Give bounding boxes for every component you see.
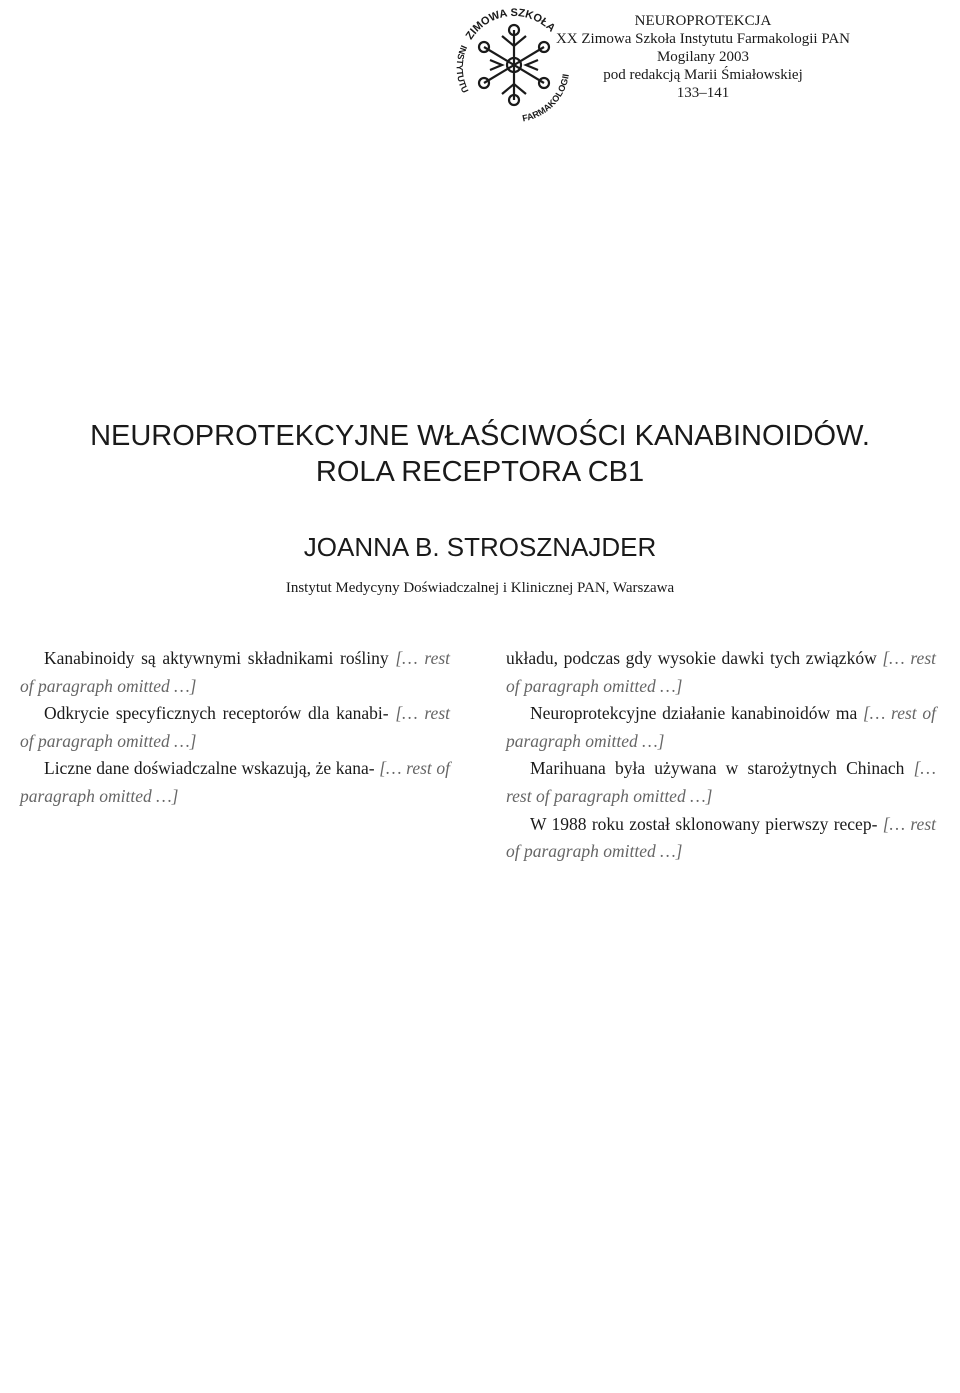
paragraph: Marihuana była używana w starożytnych Chinach [… rest of paragraph omitted …]	[506, 758, 936, 806]
paper-title-line2: ROLA RECEPTORA CB1	[315, 456, 645, 488]
right-column	[506, 645, 936, 866]
author-name: JOANNA B. STROSZNAJDER	[303, 532, 657, 562]
omission-note: [… rest of paragraph omitted …]	[506, 813, 936, 862]
omission-note: [… rest of paragraph omitted …]	[506, 703, 936, 751]
header-editor: pod redakcją Marii Śmiałowskiej	[603, 67, 803, 83]
omission-note: [… rest of paragraph omitted …]	[506, 758, 936, 806]
svg-text:ZIMOWA SZKOŁA	[464, 7, 558, 42]
left-column	[20, 645, 450, 811]
header-place-year: Mogilany 2003	[656, 49, 750, 65]
paragraph: Neuroprotekcyjne działanie kanabinoidów ma [… rest of paragraph omitted …]	[506, 703, 936, 751]
logo-text-right: FARMAKOLOGII	[521, 73, 571, 124]
paper-title-line1: NEUROPROTEKCYJNE WŁAŚCIWOŚCI KANABINOIDÓW.	[90, 420, 870, 452]
publication-header	[556, 12, 850, 102]
omission-note: [… rest of paragraph omitted …]	[20, 703, 450, 751]
header-series: NEUROPROTEKCJA	[634, 13, 772, 29]
author-affiliation: Instytut Medycyny Doświadczalnej i Klinicznej PAN, Warszawa	[285, 580, 675, 596]
omission-note: [… rest of paragraph omitted …]	[506, 648, 937, 696]
paper-title	[0, 418, 960, 490]
omission-note: [… rest of paragraph omitted …]	[20, 648, 451, 696]
omission-note: [… rest of paragraph omitted …]	[20, 758, 450, 806]
header-pages: 133–141	[676, 85, 730, 101]
header-school: XX Zimowa Szkoła Instytutu Farmakologii PAN	[555, 31, 850, 47]
paragraph: Kanabinoidy są aktywnymi składnikami rośliny [… rest of paragraph omitted …]	[20, 648, 451, 696]
svg-text:INSTYTUTU	[455, 44, 471, 95]
paragraph: Liczne dane doświadczalne wskazują, że kana- [… rest of paragraph omitted …]	[20, 758, 450, 806]
paragraph: W 1988 roku został sklonowany pierwszy recep- [… rest of paragraph omitted …]	[506, 813, 936, 862]
logo-text-left: INSTYTUTU	[454, 43, 471, 95]
logo-text-top: ZIMOWA SZKOŁA	[463, 6, 558, 42]
paragraph: Odkrycie specyficznych receptorów dla kanabi- [… rest of paragraph omitted …]	[20, 703, 450, 751]
paragraph: układu, podczas gdy wysokie dawki tych związków [… rest of paragraph omitted …]	[506, 648, 937, 696]
